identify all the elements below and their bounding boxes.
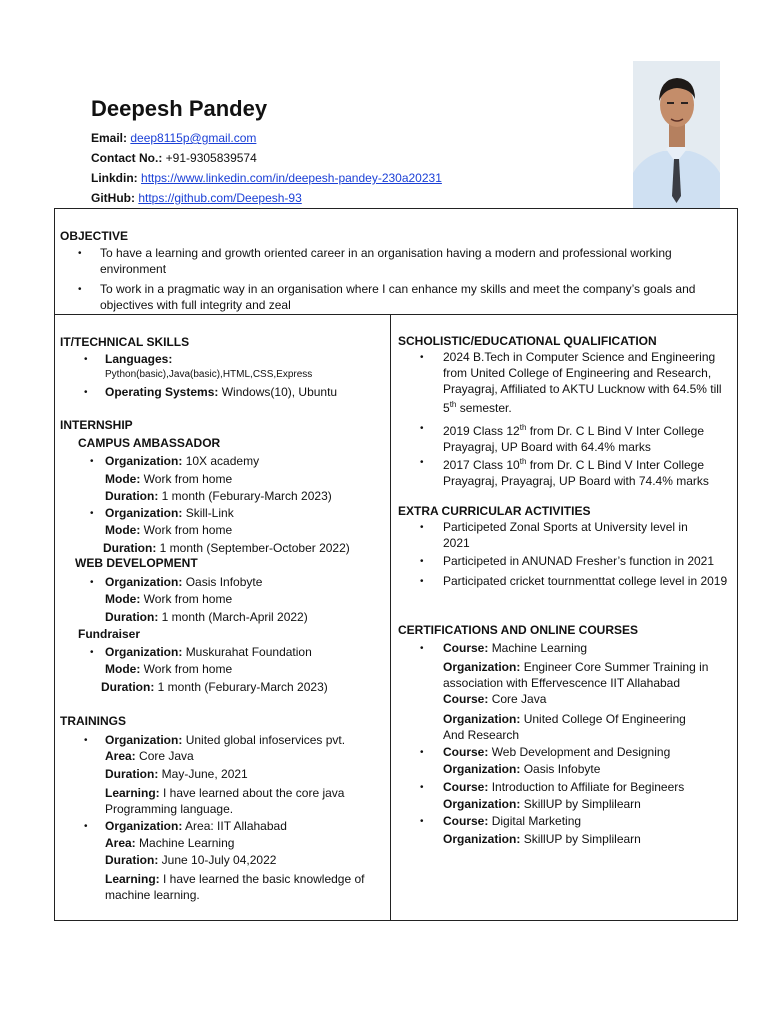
internship-org: Organization: Oasis Infobyte [105, 575, 263, 589]
bullet: • [420, 816, 424, 827]
internship-duration: Duration: 1 month (Feburary-March 2023) [101, 680, 328, 694]
bullet: • [90, 456, 94, 467]
education-heading: SCHOLISTIC/EDUCATIONAL QUALIFICATION [398, 334, 657, 348]
os-label: Operating Systems: [105, 385, 219, 399]
bullet: • [420, 457, 424, 468]
internship-mode: Mode: Work from home [105, 523, 233, 537]
education-item: 2019 Class 12th from Dr. C L Bind V Inter College Prayagraj, UP Board with 64.4% marks [443, 423, 705, 454]
cert-org: Organization: SkillUP by Simplilearn [443, 797, 641, 811]
training-duration: Duration: June 10-July 04,2022 [105, 853, 277, 867]
cert-course: Course: Digital Marketing [443, 814, 582, 828]
training-learning: Learning: I have learned about the core java Programming language. [105, 786, 345, 816]
internship-org: Organization: Skill-Link [105, 506, 234, 520]
bullet: • [84, 821, 88, 832]
bullet: • [84, 387, 88, 398]
contact-value: +91-9305839574 [165, 151, 257, 165]
internship-group-heading: Fundraiser [78, 627, 141, 641]
training-org: Organization: United global infoservices pvt. [105, 733, 346, 747]
cert-course: Course: Machine Learning [443, 641, 588, 655]
languages-value: Python(basic),Java(basic),HTML,CSS,Express [105, 369, 313, 380]
certs-heading: CERTIFICATIONS AND ONLINE COURSES [398, 623, 639, 637]
languages-label: Languages: [105, 352, 173, 366]
email-link[interactable]: deep8115p@gmail.com [130, 131, 257, 145]
os-value: Windows(10), Ubuntu [221, 385, 338, 399]
internship-duration: Duration: 1 month (March-April 2022) [105, 610, 308, 624]
bullet: • [90, 647, 94, 658]
training-area: Area: Machine Learning [105, 836, 235, 850]
bullet: • [90, 508, 94, 519]
internship-mode: Mode: Work from home [105, 472, 233, 486]
training-duration: Duration: May-June, 2021 [105, 767, 248, 781]
cert-org: Organization: Engineer Core Summer Training in association with Effervescence IIT Allahabad [443, 660, 709, 690]
internship-mode: Mode: Work from home [105, 662, 233, 676]
bullet: • [420, 782, 424, 793]
internship-group-heading: WEB DEVELOPMENT [75, 556, 198, 570]
internship-group-heading: CAMPUS AMBASSADOR [78, 436, 221, 450]
extra-item: Participeted in ANUNAD Fresher’s function in 2021 [443, 554, 715, 568]
extra-item: Participated cricket tournmenttat college level in 2019 [443, 574, 728, 588]
bullet: • [78, 248, 82, 259]
extra-heading: EXTRA CURRICULAR ACTIVITIES [398, 504, 591, 518]
education-item: 2024 B.Tech in Computer Science and Engineering from United College of Engineering and Research, Prayagraj, Affiliated to AKTU Lucknow with 64.5% till 5th semester. [443, 350, 722, 415]
objective-heading: OBJECTIVE [60, 229, 129, 243]
education-item: 2017 Class 10th from Dr. C L Bind V Inter College Prayagraj, Prayagraj, UP Board with 74.4% marks [443, 457, 709, 488]
bullet: • [420, 747, 424, 758]
contact-label: Contact No.: [91, 151, 163, 165]
skills-heading: IT/TECHNICAL SKILLS [60, 335, 190, 349]
bullet: • [420, 423, 424, 434]
bullet: • [90, 577, 94, 588]
bullet: • [420, 522, 424, 533]
internship-mode: Mode: Work from home [105, 592, 233, 606]
training-area: Area: Core Java [105, 749, 194, 763]
github-label: GitHub: [91, 191, 135, 205]
linkedin-line [91, 171, 442, 185]
column-divider [390, 314, 391, 921]
internship-org: Organization: Muskurahat Foundation [105, 645, 312, 659]
bullet: • [420, 556, 424, 567]
bullet: • [84, 354, 88, 365]
bullet: • [420, 576, 424, 587]
bullet: • [420, 352, 424, 363]
bullet: • [84, 735, 88, 746]
bullet: • [420, 643, 424, 654]
resume-name: Deepesh Pandey [91, 96, 268, 121]
cert-course: Course: Web Development and Designing [443, 745, 671, 759]
cert-org: Organization: Oasis Infobyte [443, 762, 601, 776]
os-line [105, 384, 337, 400]
training-learning: Learning: I have learned the basic knowledge of machine learning. [105, 872, 365, 902]
linkedin-link[interactable]: https://www.linkedin.com/in/deepesh-pandey-230a20231 [141, 171, 442, 185]
contact-line [91, 151, 257, 165]
internship-heading: INTERNSHIP [60, 418, 133, 432]
extra-item: Participeted Zonal Sports at University level in 2021 [443, 520, 688, 550]
github-link[interactable]: https://github.com/Deepesh-93 [138, 191, 302, 205]
cert-org: Organization: United College Of Engineering And Research [443, 712, 686, 742]
cert-course: Course: Introduction to Affiliate for Begineers [443, 780, 685, 794]
cert-org: Organization: SkillUP by Simplilearn [443, 832, 641, 846]
email-label: Email: [91, 131, 128, 145]
objective-item: To have a learning and growth oriented career in an organisation having a modern and professional working environment [100, 246, 672, 276]
trainings-heading: TRAININGS [60, 714, 126, 728]
internship-duration: Duration: 1 month (Feburary-March 2023) [105, 489, 332, 503]
training-org: Organization: Area: IIT Allahabad [105, 819, 287, 833]
bullet: • [78, 284, 82, 295]
internship-duration: Duration: 1 month (September-October 2022) [103, 541, 350, 555]
internship-org: Organization: 10X academy [105, 454, 260, 468]
github-line [91, 191, 302, 205]
objective-item: To work in a pragmatic way in an organisation where I can enhance my skills and meet the company’s goals and objectives with full integrity and zeal [100, 282, 696, 312]
cert-course: Course: Core Java [443, 692, 547, 706]
email-line [91, 131, 256, 145]
linkedin-label: Linkdin: [91, 171, 138, 185]
profile-photo [633, 61, 720, 209]
